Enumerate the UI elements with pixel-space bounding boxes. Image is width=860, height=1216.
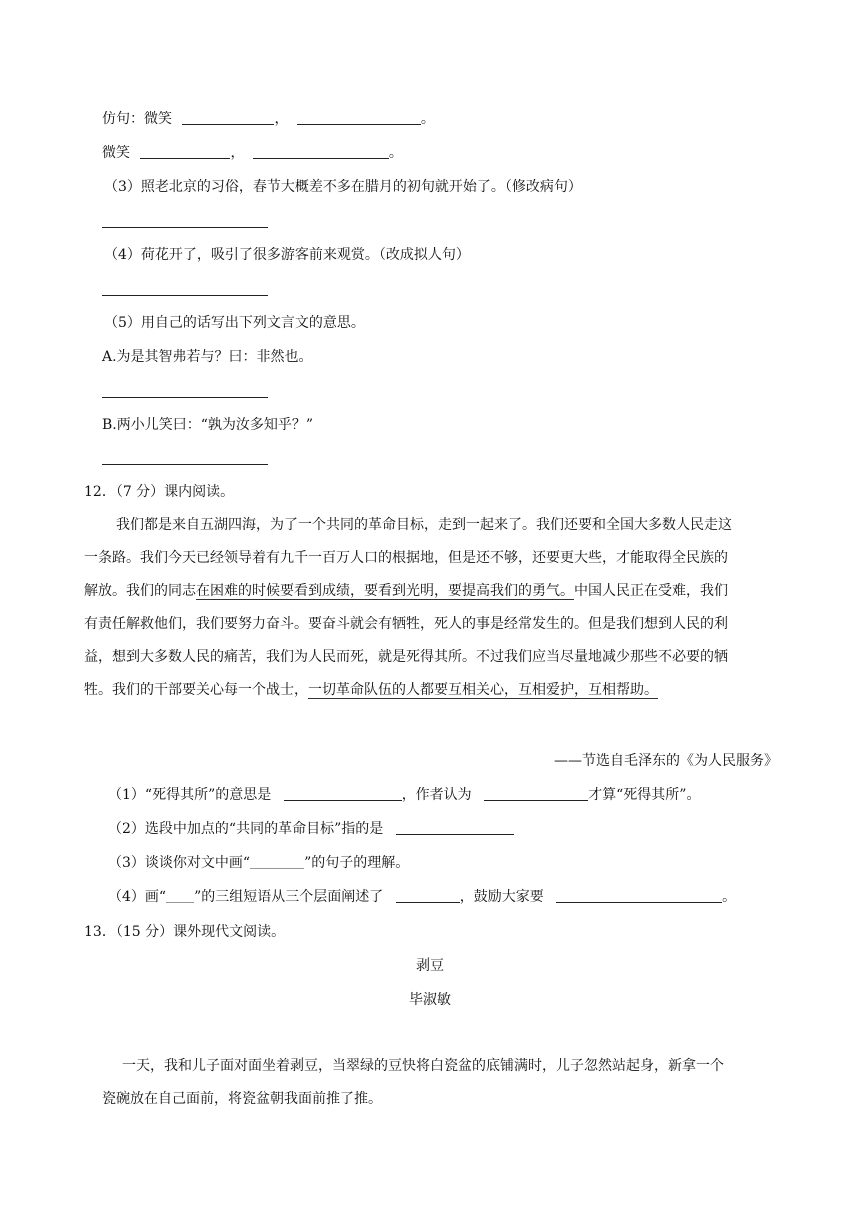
weixiao-label: 微笑 (102, 145, 130, 161)
fangju-line (102, 109, 435, 129)
answer-blank[interactable] (140, 143, 230, 159)
passage-text: 牲。我们的干部要关心每一个战士， (84, 682, 308, 698)
item4-text: （4）荷花开了，吸引了很多游客前来观赏。（改成拟人句） (104, 247, 470, 263)
item3-text: （3）照老北京的习俗，春节大概差不多在腊月的初旬就开始了。（修改病句） (104, 179, 582, 195)
weixiao-line (102, 143, 403, 163)
answer-blank[interactable] (396, 887, 460, 903)
article-title: 剥豆 (416, 958, 444, 974)
sentence-end: 。 (388, 145, 403, 161)
passage-line: 有责任解救他们，我们要努力奋斗。要奋斗就会有牺牲，死人的事是经常发生的。但是我们想到人民的利 (84, 616, 728, 632)
passage-line: 益，想到大多数人民的痛苦，我们为人民而死，就是死得其所。不过我们应当尽量地减少那些不必要的牺 (84, 649, 728, 665)
underlined-sentence: 在困难的时候要看到成绩，要看到光明，要提高我们的勇气。 (196, 583, 574, 599)
separator: ， (274, 111, 289, 127)
answer-blank[interactable] (297, 109, 421, 125)
passage-line-underlined (84, 680, 658, 700)
question-text: ”的三组短语从三个层面阐述了 (194, 889, 384, 905)
sub-question-2 (108, 819, 514, 839)
article-line: 一天，我和儿子面对面坐着剥豆，当翠绿的豆快将白瓷盆的底铺满时，儿子忽然站起身，新拿一个 (122, 1058, 724, 1074)
answer-blank[interactable] (253, 143, 389, 159)
item5b-text: B.两小儿笑曰：“孰为汝多知乎？” (102, 417, 314, 433)
sub-question-1 (108, 785, 700, 805)
item5-text: （5）用自己的话写出下列文言文的意思。 (104, 315, 365, 331)
question-text: ”的句子的理解。 (304, 855, 410, 871)
answer-blank[interactable] (484, 785, 588, 801)
question-text: （1）“死得其所”的意思是 (108, 787, 272, 803)
sub-question-3 (108, 853, 409, 873)
question-text: 才算“死得其所”。 (588, 787, 701, 803)
answer-line[interactable] (102, 227, 268, 228)
item5a-text: A.为是其智弗若与？曰：非然也。 (102, 349, 313, 365)
question-text: （4）画“ (108, 889, 167, 905)
answer-blank[interactable] (182, 109, 274, 125)
passage-text: 中国人民正在受难，我们 (574, 583, 728, 599)
answer-blank[interactable] (284, 785, 402, 801)
answer-line[interactable] (102, 295, 268, 296)
underline-sample (166, 889, 194, 903)
q12-heading: 12．（7 分）课内阅读。 (84, 484, 235, 500)
passage-line: 一条路。我们今天已经领导着有九千一百万人口的根据地，但是还不够，还要更大些，才能取得全民族的 (84, 550, 728, 566)
article-author: 毕淑敏 (409, 992, 451, 1008)
question-text: ，作者认为 (401, 787, 472, 803)
question-text: （2）选段中加点的“共同的革命目标”指的是 (108, 821, 384, 837)
underline-sample (250, 855, 304, 869)
passage-text: 解放。我们的同志 (84, 583, 196, 599)
answer-blank[interactable] (396, 819, 514, 835)
passage-line-underlined (84, 581, 728, 601)
passage-line: 我们都是来自五湖四海，为了一个共同的革命目标，走到一起来了。我们还要和全国大多数人民走这 (116, 517, 732, 533)
separator: ， (230, 145, 245, 161)
article-line: 瓷碗放在自己面前，将瓷盆朝我面前推了推。 (102, 1091, 382, 1107)
answer-line[interactable] (102, 397, 268, 398)
answer-line[interactable] (102, 464, 268, 465)
question-text: ，鼓励大家要 (459, 889, 544, 905)
sentence-end: 。 (420, 111, 435, 127)
question-text: 。 (722, 889, 737, 905)
answer-blank[interactable] (556, 887, 722, 903)
passage-source: ——节选自毛泽东的《为人民服务》 (554, 753, 778, 769)
q13-heading: 13．（15 分）课外现代文阅读。 (84, 924, 286, 940)
underlined-phrases: 一切革命队伍的人都要互相关心，互相爱护，互相帮助。 (308, 682, 658, 698)
question-text: （3）谈谈你对文中画“ (108, 855, 251, 871)
fangju-label: 仿句：微笑 (102, 111, 172, 127)
sub-question-4 (108, 887, 736, 907)
